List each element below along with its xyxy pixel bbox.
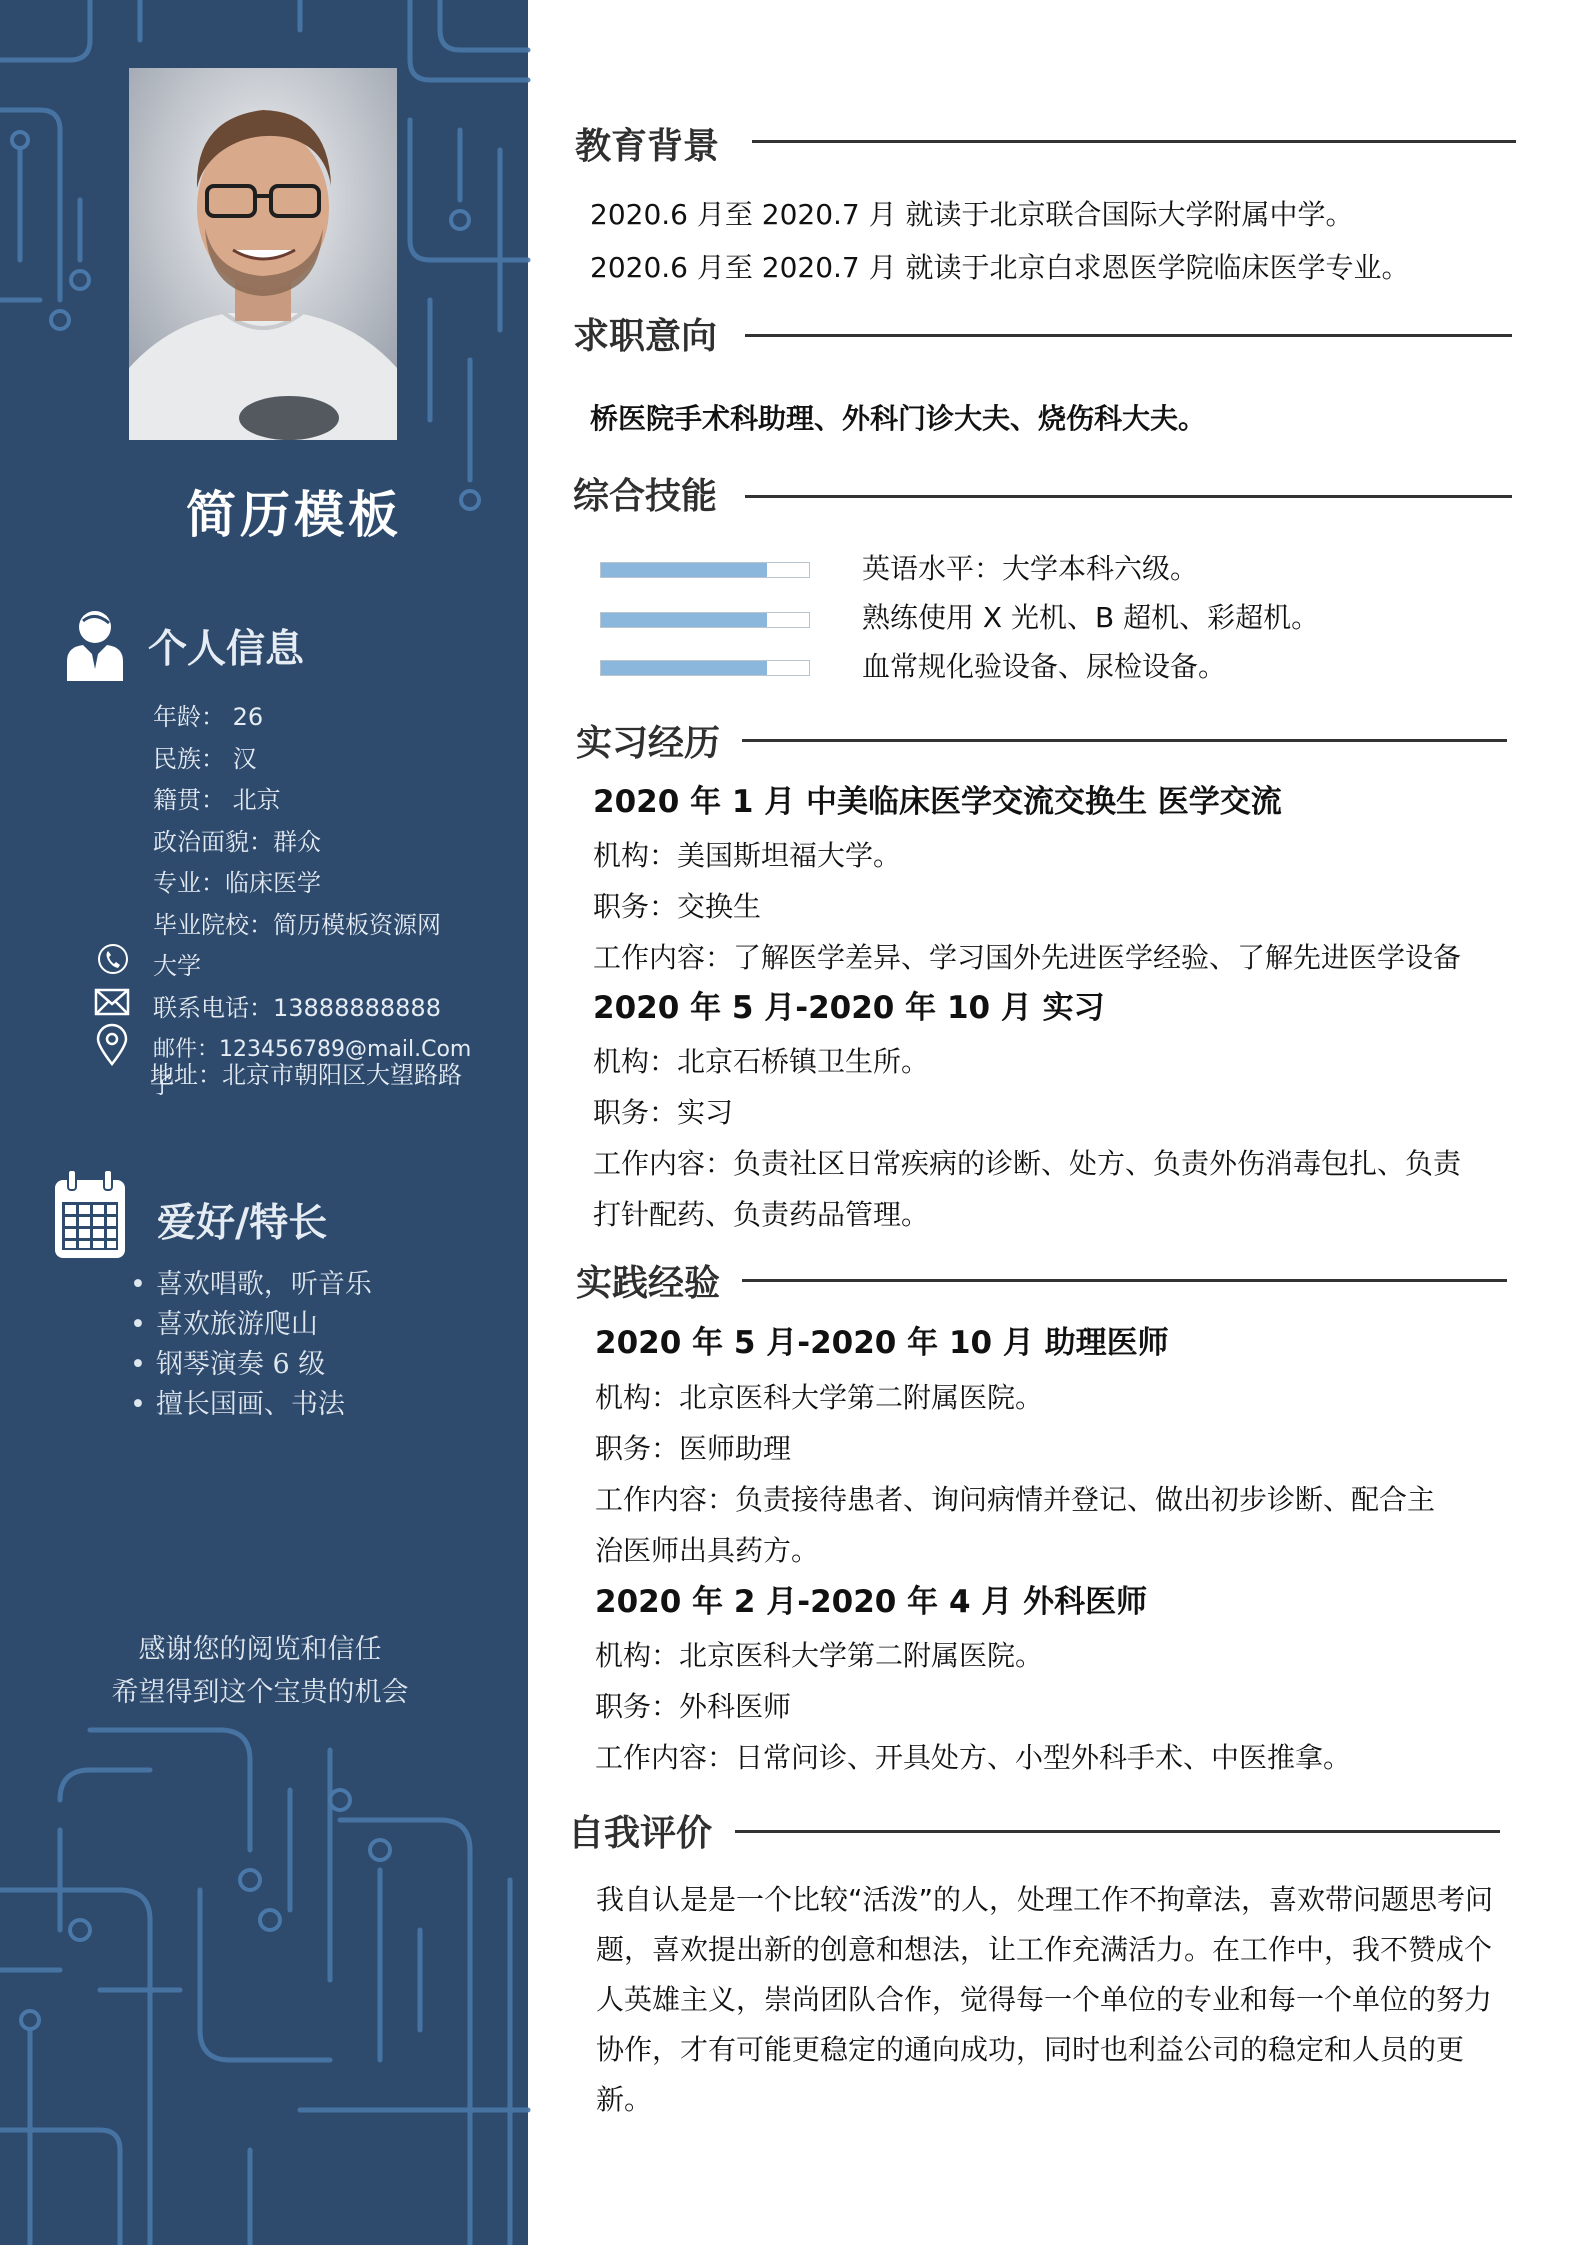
entry-org: 机构：北京医科大学第二附属医院。: [595, 1381, 1044, 1414]
list-item: • 喜欢唱歌，听音乐: [130, 1265, 372, 1305]
skill-label: 血常规化验设备、尿检设备。: [862, 650, 1227, 683]
thanks-line-2: 希望得到这个宝贵的机会: [111, 1677, 409, 1708]
entry-content: 工作内容：日常问诊、开具处方、小型外科手术、中医推拿。: [595, 1741, 1352, 1774]
skills-title: 综合技能: [573, 476, 718, 517]
practice-title: 实践经验: [576, 1263, 721, 1304]
info-major: 专业：临床医学: [153, 869, 321, 897]
entry-org: 机构：北京石桥镇卫生所。: [593, 1045, 930, 1078]
entry-heading: 2020 年 5 月-2020 年 10 月 实习: [593, 990, 1105, 1026]
entry-org: 机构：美国斯坦福大学。: [593, 839, 902, 872]
hobbies-list: [130, 1265, 372, 1425]
entry-role: 职务：外科医师: [595, 1690, 792, 1723]
info-school: 毕业院校：简历模板资源网大学: [153, 910, 441, 980]
section-divider: [742, 1279, 1507, 1282]
personal-info-heading: 个人信息: [148, 627, 305, 672]
entry-heading: 2020 年 1 月 中美临床医学交流交换生 医学交流: [593, 784, 1282, 820]
entry-content: 治医师出具药方。: [595, 1534, 820, 1567]
skill-level-fill: [601, 563, 767, 577]
objective-title: 求职意向: [573, 316, 718, 357]
section-divider: [752, 140, 1516, 143]
resume-title: 简历模板: [186, 486, 402, 544]
info-political: 政治面貌：群众: [153, 827, 321, 856]
education-item: 2020.6 月至 2020.7 月 就读于北京联合国际大学附属中学。: [590, 198, 1354, 231]
internship-title: 实习经历: [576, 723, 721, 764]
skill-level-bar: [600, 660, 810, 676]
section-divider: [742, 739, 1507, 742]
calendar-icon: [52, 1168, 128, 1262]
person-icon: [65, 607, 125, 681]
info-age: 年龄： 26: [153, 703, 264, 731]
phone-icon: [96, 942, 130, 976]
self-eval-title: 自我评价: [568, 1813, 713, 1854]
skill-level-fill: [601, 613, 767, 627]
entry-role: 职务：实习: [593, 1096, 734, 1129]
info-hometown: 籍贯： 北京: [153, 786, 281, 814]
skill-level-bar: [600, 612, 810, 628]
personal-info-list: [153, 697, 472, 1071]
section-divider: [745, 334, 1512, 337]
entry-role: 职务：交换生: [593, 890, 762, 923]
info-ethnicity: 民族： 汉: [153, 744, 257, 773]
entry-heading: 2020 年 2 月-2020 年 4 月 外科医师: [595, 1584, 1148, 1620]
thanks-line-1: 感谢您的阅览和信任: [138, 1634, 382, 1665]
info-email: 邮件：123456789@mail.Com: [153, 1037, 472, 1062]
profile-photo: [129, 68, 397, 440]
entry-role: 职务：医师助理: [595, 1432, 792, 1465]
entry-content: 工作内容：负责社区日常疾病的诊断、处方、负责外伤消毒包扎、负责: [593, 1147, 1462, 1180]
entry-content: 工作内容：了解医学差异、学习国外先进医学经验、了解先进医学设备: [593, 941, 1462, 974]
entry-heading: 2020 年 5 月-2020 年 10 月 助理医师: [595, 1325, 1169, 1361]
list-item: • 钢琴演奏 6 级: [130, 1345, 372, 1385]
list-item: • 喜欢旅游爬山: [130, 1305, 372, 1345]
list-item: • 擅长国画、书法: [130, 1385, 372, 1425]
info-phone: 联系电话：13888888888: [153, 993, 441, 1022]
skill-label: 熟练使用 X 光机、B 超机、彩超机。: [862, 601, 1320, 634]
entry-content: 打针配药、负责药品管理。: [593, 1198, 930, 1231]
circuit-pattern-bottom: [0, 1730, 528, 2245]
entry-org: 机构：北京医科大学第二附属医院。: [595, 1639, 1044, 1672]
sidebar: [0, 0, 528, 2245]
hobbies-heading: 爱好/特长: [157, 1201, 328, 1246]
skill-level-fill: [601, 661, 767, 675]
location-icon: [95, 1024, 129, 1066]
education-item: 2020.6 月至 2020.7 月 就读于北京白求恩医学院临床医学专业。: [590, 251, 1410, 284]
info-address: 地址：北京市朝阳区大望路路子: [150, 1061, 462, 1099]
mail-icon: [94, 988, 130, 1016]
info-address-clipped: [150, 1061, 480, 1099]
self-eval-text: 我自认是是一个比较“活泼”的人，处理工作不拘章法，喜欢带问题思考问题，喜欢提出新的创意和想法，让工作充满活力。在工作中，我不赞成个人英雄主义，崇尚团队合作，觉得每一个单位的专业和每一个单位的努力协作，才有可能更稳定的通向成功，同时也利益公司的稳定和人员的更新。: [596, 1883, 1494, 2116]
section-divider: [735, 1830, 1500, 1833]
education-title: 教育背景: [575, 126, 720, 167]
objective-text: 桥医院手术科助理、外科门诊大夫、烧伤科大夫。: [590, 402, 1207, 435]
section-divider: [745, 495, 1512, 498]
thanks-note: [60, 1628, 460, 1714]
skill-label: 英语水平：大学本科六级。: [862, 552, 1199, 585]
entry-content: 工作内容：负责接待患者、询问病情并登记、做出初步诊断、配合主: [595, 1483, 1436, 1516]
skill-level-bar: [600, 562, 810, 578]
